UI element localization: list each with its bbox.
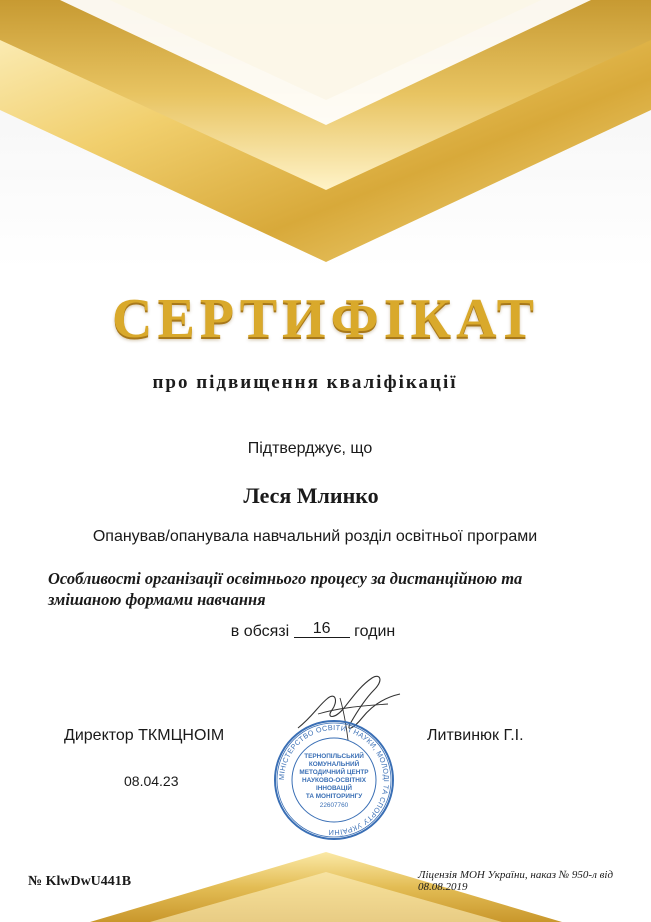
signer-name: Литвинюк Г.І. (427, 727, 524, 744)
hours-value: 16 (294, 621, 350, 638)
seal-line: ІННОВАЦІЙ (316, 785, 352, 792)
issue-date: 08.04.23 (124, 773, 179, 789)
mastered-text: Опанував/опанувала навчальний розділ освітньої програми (92, 528, 538, 545)
program-title: Особливості організації освітнього процесу за дистанційною та змішаною формами навчання (48, 569, 523, 609)
recipient-name: Леся Млинко (243, 483, 379, 508)
confirm-text: Підтверджує, що (247, 440, 373, 457)
hours-prefix: в обсязі (230, 623, 290, 640)
certificate-number: № KlwDwU441B (28, 874, 132, 889)
director-label: Директор ТКМЦНОІМ (64, 727, 225, 744)
seal-line: КОМУНАЛЬНИЙ (308, 761, 360, 768)
seal-line: ТА МОНІТОРИНГУ (305, 793, 363, 800)
certificate-title: СЕРТИФІКАТ (112, 288, 539, 350)
hours-suffix: годин (354, 623, 396, 640)
hours-line (0, 620, 626, 641)
seal-outer-text: МІНІСТЕРСТВО ОСВІТИ І НАУКИ, МОЛОДІ ТА СПОРТУ УКРАЇНИ (276, 722, 392, 838)
certificate-subtitle: про підвищення кваліфікації (152, 372, 458, 393)
seal-line: ТЕРНОПІЛЬСЬКИЙ (304, 753, 364, 760)
seal-line: НАУКОВО-ОСВІТНІХ (302, 777, 366, 784)
license-text: Ліцензія МОН України, наказ № 950-л від 08.08.2019 (418, 869, 614, 893)
seal-code: 22607760 (319, 802, 349, 809)
official-seal (272, 718, 396, 842)
seal-line: МЕТОДИЧНИЙ ЦЕНТР (299, 769, 369, 776)
